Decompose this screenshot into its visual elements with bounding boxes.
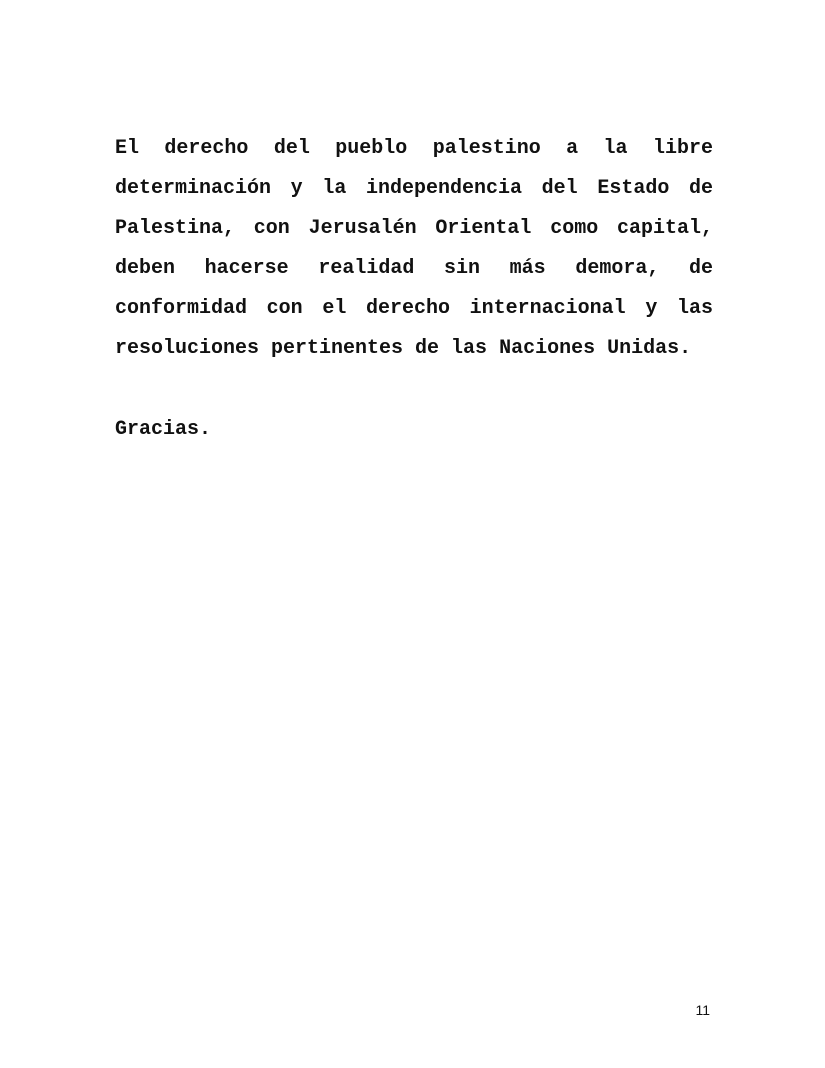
paragraph-line: Palestina, con Jerusalén Oriental como capital, — [115, 217, 713, 240]
body-paragraph — [115, 129, 713, 369]
paragraph-line: deben hacerse realidad sin más demora, de — [115, 257, 713, 280]
paragraph-line: resoluciones pertinentes de las Naciones Unidas. — [115, 337, 692, 360]
paragraph-line: determinación y la independencia del Estado de — [115, 177, 713, 200]
paragraph-line: conformidad con el derecho internacional y las — [115, 297, 713, 320]
closing-text: Gracias. — [115, 418, 212, 441]
paragraph-line: El derecho del pueblo palestino a la libre — [115, 137, 713, 160]
page-number: 11 — [695, 1002, 710, 1018]
